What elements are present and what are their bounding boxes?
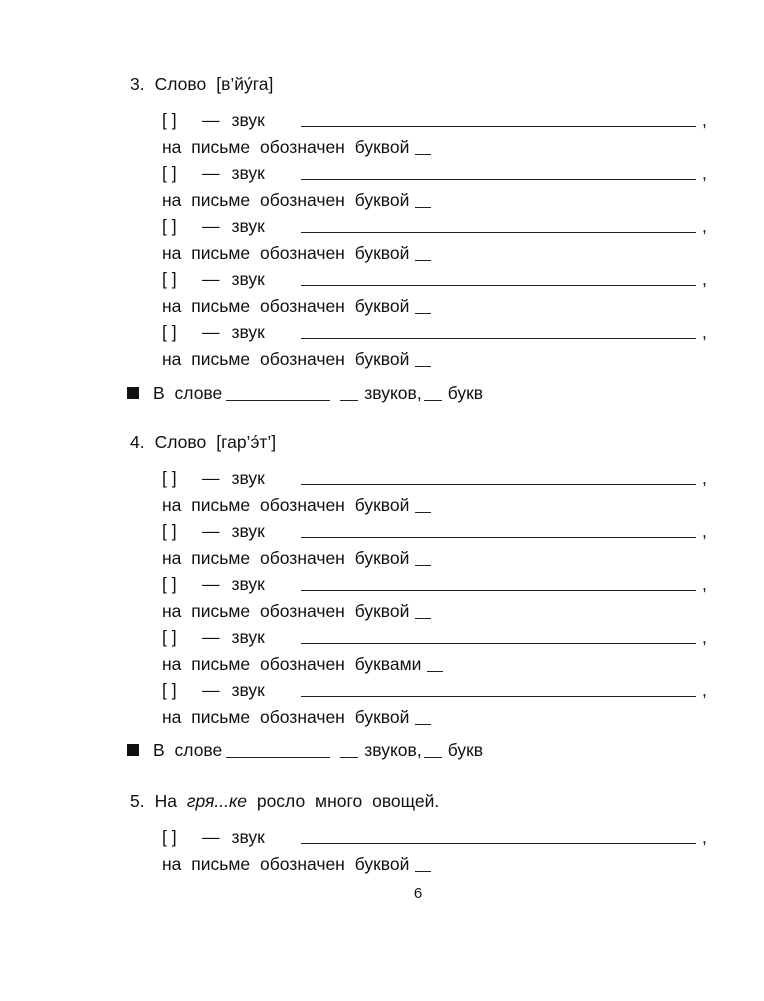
sound-label: звук <box>231 574 265 594</box>
task-title <box>130 789 720 813</box>
task-number: 4. <box>130 432 145 452</box>
sound-row <box>162 624 720 651</box>
sound-bracket: [ ] <box>162 627 177 647</box>
task-number: 5. <box>130 791 145 811</box>
sound-bracket: [ ] <box>162 521 177 541</box>
sound-row <box>162 571 720 598</box>
letter-text: на письме обозначен буквой <box>162 295 410 316</box>
word-blank[interactable] <box>226 382 330 401</box>
dash: — <box>202 163 220 183</box>
dash: — <box>202 680 220 700</box>
page-number: 6 <box>413 885 423 902</box>
task-3 <box>130 72 720 372</box>
task-transcription: [гар’э́т’] <box>216 432 277 452</box>
letter-row <box>162 851 720 878</box>
task-number: 3. <box>130 74 145 94</box>
task-3-summary <box>127 381 483 405</box>
letter-blank[interactable] <box>415 348 431 367</box>
letter-text: на письме обозначен буквой <box>162 853 410 874</box>
sentence-start: На <box>154 791 177 811</box>
sound-label: звук <box>231 627 265 647</box>
letter-row <box>162 240 720 267</box>
sound-row <box>162 465 720 492</box>
sound-bracket: [ ] <box>162 216 177 236</box>
bullet-square-icon <box>127 744 139 756</box>
letters-label: букв <box>447 740 484 760</box>
bullet-square-icon <box>127 387 139 399</box>
dash: — <box>202 521 220 541</box>
sound-label: звук <box>231 468 265 488</box>
sound-row <box>162 518 720 545</box>
sound-bracket: [ ] <box>162 163 177 183</box>
sentence-italic-word: гря...ке <box>186 791 247 811</box>
sound-description-line[interactable] <box>301 537 696 538</box>
letter-blank[interactable] <box>415 853 431 872</box>
sounds-count-blank[interactable] <box>340 739 358 758</box>
letter-blank[interactable] <box>415 600 431 619</box>
summary-prefix: В слове <box>153 383 223 403</box>
sound-bracket: [ ] <box>162 574 177 594</box>
summary-prefix: В слове <box>153 740 223 760</box>
sound-description-line[interactable] <box>301 843 696 844</box>
comma: , <box>702 163 707 183</box>
dash: — <box>202 827 220 847</box>
sound-label: звук <box>231 216 265 236</box>
sound-rows <box>162 107 720 372</box>
letters-label: букв <box>447 383 484 403</box>
letter-blank[interactable] <box>415 494 431 513</box>
sounds-count-blank[interactable] <box>340 382 358 401</box>
letter-row <box>162 134 720 161</box>
task-word-label: Слово <box>154 432 207 452</box>
letter-text: на письме обозначен буквой <box>162 547 410 568</box>
comma: , <box>702 521 707 541</box>
sound-row <box>162 677 720 704</box>
sound-label: звук <box>231 269 265 289</box>
letter-row <box>162 704 720 731</box>
letter-text: на письме обозначен буквой <box>162 136 410 157</box>
sound-description-line[interactable] <box>301 232 696 233</box>
sound-row <box>162 319 720 346</box>
letter-blank[interactable] <box>415 706 431 725</box>
sound-bracket: [ ] <box>162 680 177 700</box>
sound-label: звук <box>231 163 265 183</box>
letter-row <box>162 598 720 625</box>
sound-label: звук <box>231 521 265 541</box>
letter-blank[interactable] <box>427 653 443 672</box>
letter-row <box>162 346 720 373</box>
task-5 <box>130 789 720 877</box>
sound-description-line[interactable] <box>301 696 696 697</box>
letter-text: на письме обозначен буквой <box>162 600 410 621</box>
sound-rows <box>162 465 720 730</box>
sound-description-line[interactable] <box>301 179 696 180</box>
sound-bracket: [ ] <box>162 468 177 488</box>
letter-blank[interactable] <box>415 295 431 314</box>
sounds-label: звуков, <box>364 740 422 760</box>
letter-row <box>162 293 720 320</box>
letters-count-blank[interactable] <box>424 739 442 758</box>
sound-description-line[interactable] <box>301 643 696 644</box>
sound-row <box>162 266 720 293</box>
letter-blank[interactable] <box>415 547 431 566</box>
letter-text: на письме обозначен буквой <box>162 706 410 727</box>
sound-bracket: [ ] <box>162 322 177 342</box>
task-word-label: Слово <box>154 74 207 94</box>
word-blank[interactable] <box>226 739 330 758</box>
sound-rows <box>162 824 720 877</box>
task-transcription: [в’йу́га] <box>216 74 274 94</box>
dash: — <box>202 468 220 488</box>
letters-count-blank[interactable] <box>424 382 442 401</box>
sound-bracket: [ ] <box>162 827 177 847</box>
sound-description-line[interactable] <box>301 285 696 286</box>
sound-label: звук <box>231 110 265 130</box>
letter-row <box>162 545 720 572</box>
letter-text: на письме обозначен буквой <box>162 242 410 263</box>
comma: , <box>702 322 707 342</box>
task-title <box>130 430 720 454</box>
sound-bracket: [ ] <box>162 269 177 289</box>
sound-description-line[interactable] <box>301 590 696 591</box>
letter-row <box>162 651 720 678</box>
letter-blank[interactable] <box>415 136 431 155</box>
sound-label: звук <box>231 322 265 342</box>
dash: — <box>202 322 220 342</box>
letter-text: на письме обозначен буквами <box>162 653 422 674</box>
sound-row <box>162 160 720 187</box>
sentence-end: росло много овощей. <box>256 791 440 811</box>
sound-description-line[interactable] <box>301 484 696 485</box>
letter-row <box>162 492 720 519</box>
sound-label: звук <box>231 680 265 700</box>
comma: , <box>702 627 707 647</box>
sounds-label: звуков, <box>364 383 422 403</box>
dash: — <box>202 627 220 647</box>
sound-row <box>162 213 720 240</box>
comma: , <box>702 269 707 289</box>
comma: , <box>702 574 707 594</box>
task-title <box>130 72 720 96</box>
sound-description-line[interactable] <box>301 126 696 127</box>
sound-row <box>162 824 720 851</box>
letter-row <box>162 187 720 214</box>
letter-blank[interactable] <box>415 189 431 208</box>
task-4-summary <box>127 738 483 762</box>
dash: — <box>202 110 220 130</box>
dash: — <box>202 269 220 289</box>
sound-row <box>162 107 720 134</box>
sound-label: звук <box>231 827 265 847</box>
dash: — <box>202 216 220 236</box>
comma: , <box>702 827 707 847</box>
task-4 <box>130 430 720 730</box>
comma: , <box>702 680 707 700</box>
letter-text: на письме обозначен буквой <box>162 494 410 515</box>
letter-blank[interactable] <box>415 242 431 261</box>
comma: , <box>702 468 707 488</box>
comma: , <box>702 110 707 130</box>
letter-text: на письме обозначен буквой <box>162 189 410 210</box>
comma: , <box>702 216 707 236</box>
sound-bracket: [ ] <box>162 110 177 130</box>
sound-description-line[interactable] <box>301 338 696 339</box>
letter-text: на письме обозначен буквой <box>162 348 410 369</box>
dash: — <box>202 574 220 594</box>
